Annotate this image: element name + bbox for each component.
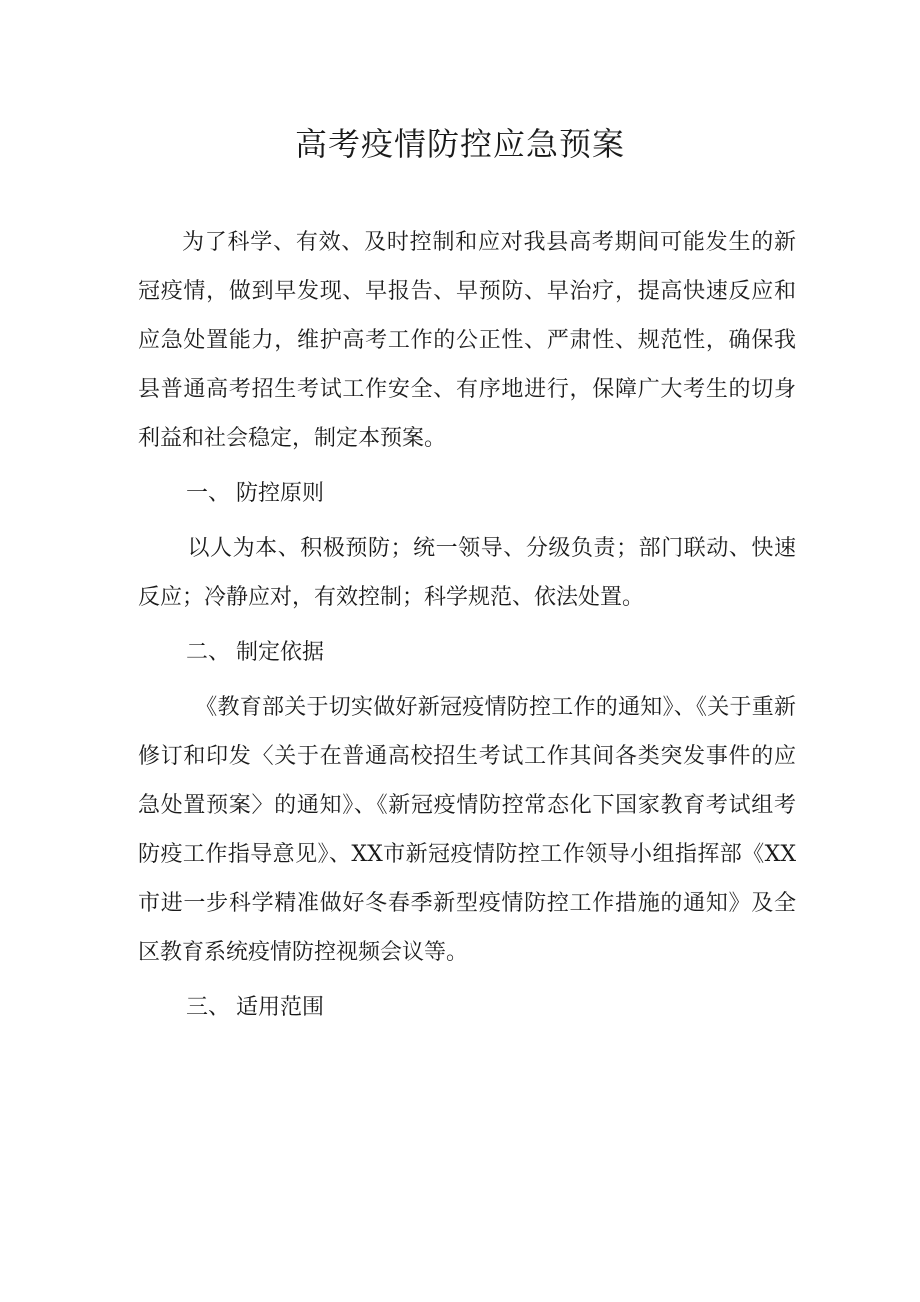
document-title: 高考疫情防控应急预案 xyxy=(294,125,625,163)
section-heading-principles xyxy=(138,469,796,518)
section-title: 适用范围 xyxy=(236,995,325,1020)
section-heading-basis xyxy=(138,628,796,677)
section-number: 二、 xyxy=(186,640,231,665)
intro-paragraph: 为了科学、有效、及时控制和应对我县高考期间可能发生的新冠疫情，做到早发现、早报告、早预防、早治疗，提高快速反应和应急处置能力，维护高考工作的公正性、严肃性、规范性，确保我县普通高考招生考试工作安全、有序地进行，保障广大考生的切身利益和社会稳定，制定本预案。 xyxy=(138,230,796,451)
section-heading-scope xyxy=(138,983,796,1032)
section-number: 一、 xyxy=(186,481,231,506)
principles-paragraph: 以人为本、积极预防；统一领导、分级负责；部门联动、快速反应；冷静应对，有效控制；科学规范、依法处置。 xyxy=(138,536,796,610)
section-title: 防控原则 xyxy=(236,481,325,506)
document-body xyxy=(138,218,796,1032)
section-title: 制定依据 xyxy=(236,640,325,665)
section-number: 三、 xyxy=(186,995,231,1020)
basis-paragraph: 《教育部关于切实做好新冠疫情防控工作的通知》、《关于重新修订和印发〈关于在普通高校招生考试工作其间各类突发事件的应急处置预案〉的通知》、《新冠疫情防控常态化下国家教育考试组考防疫工作指导意见》、XX市新冠疫情防控工作领导小组指挥部《XX市进一步科学精准做好冬春季新型疫情防控工作措施的通知》及全区教育系统疫情防控视频会议等。 xyxy=(138,695,796,965)
